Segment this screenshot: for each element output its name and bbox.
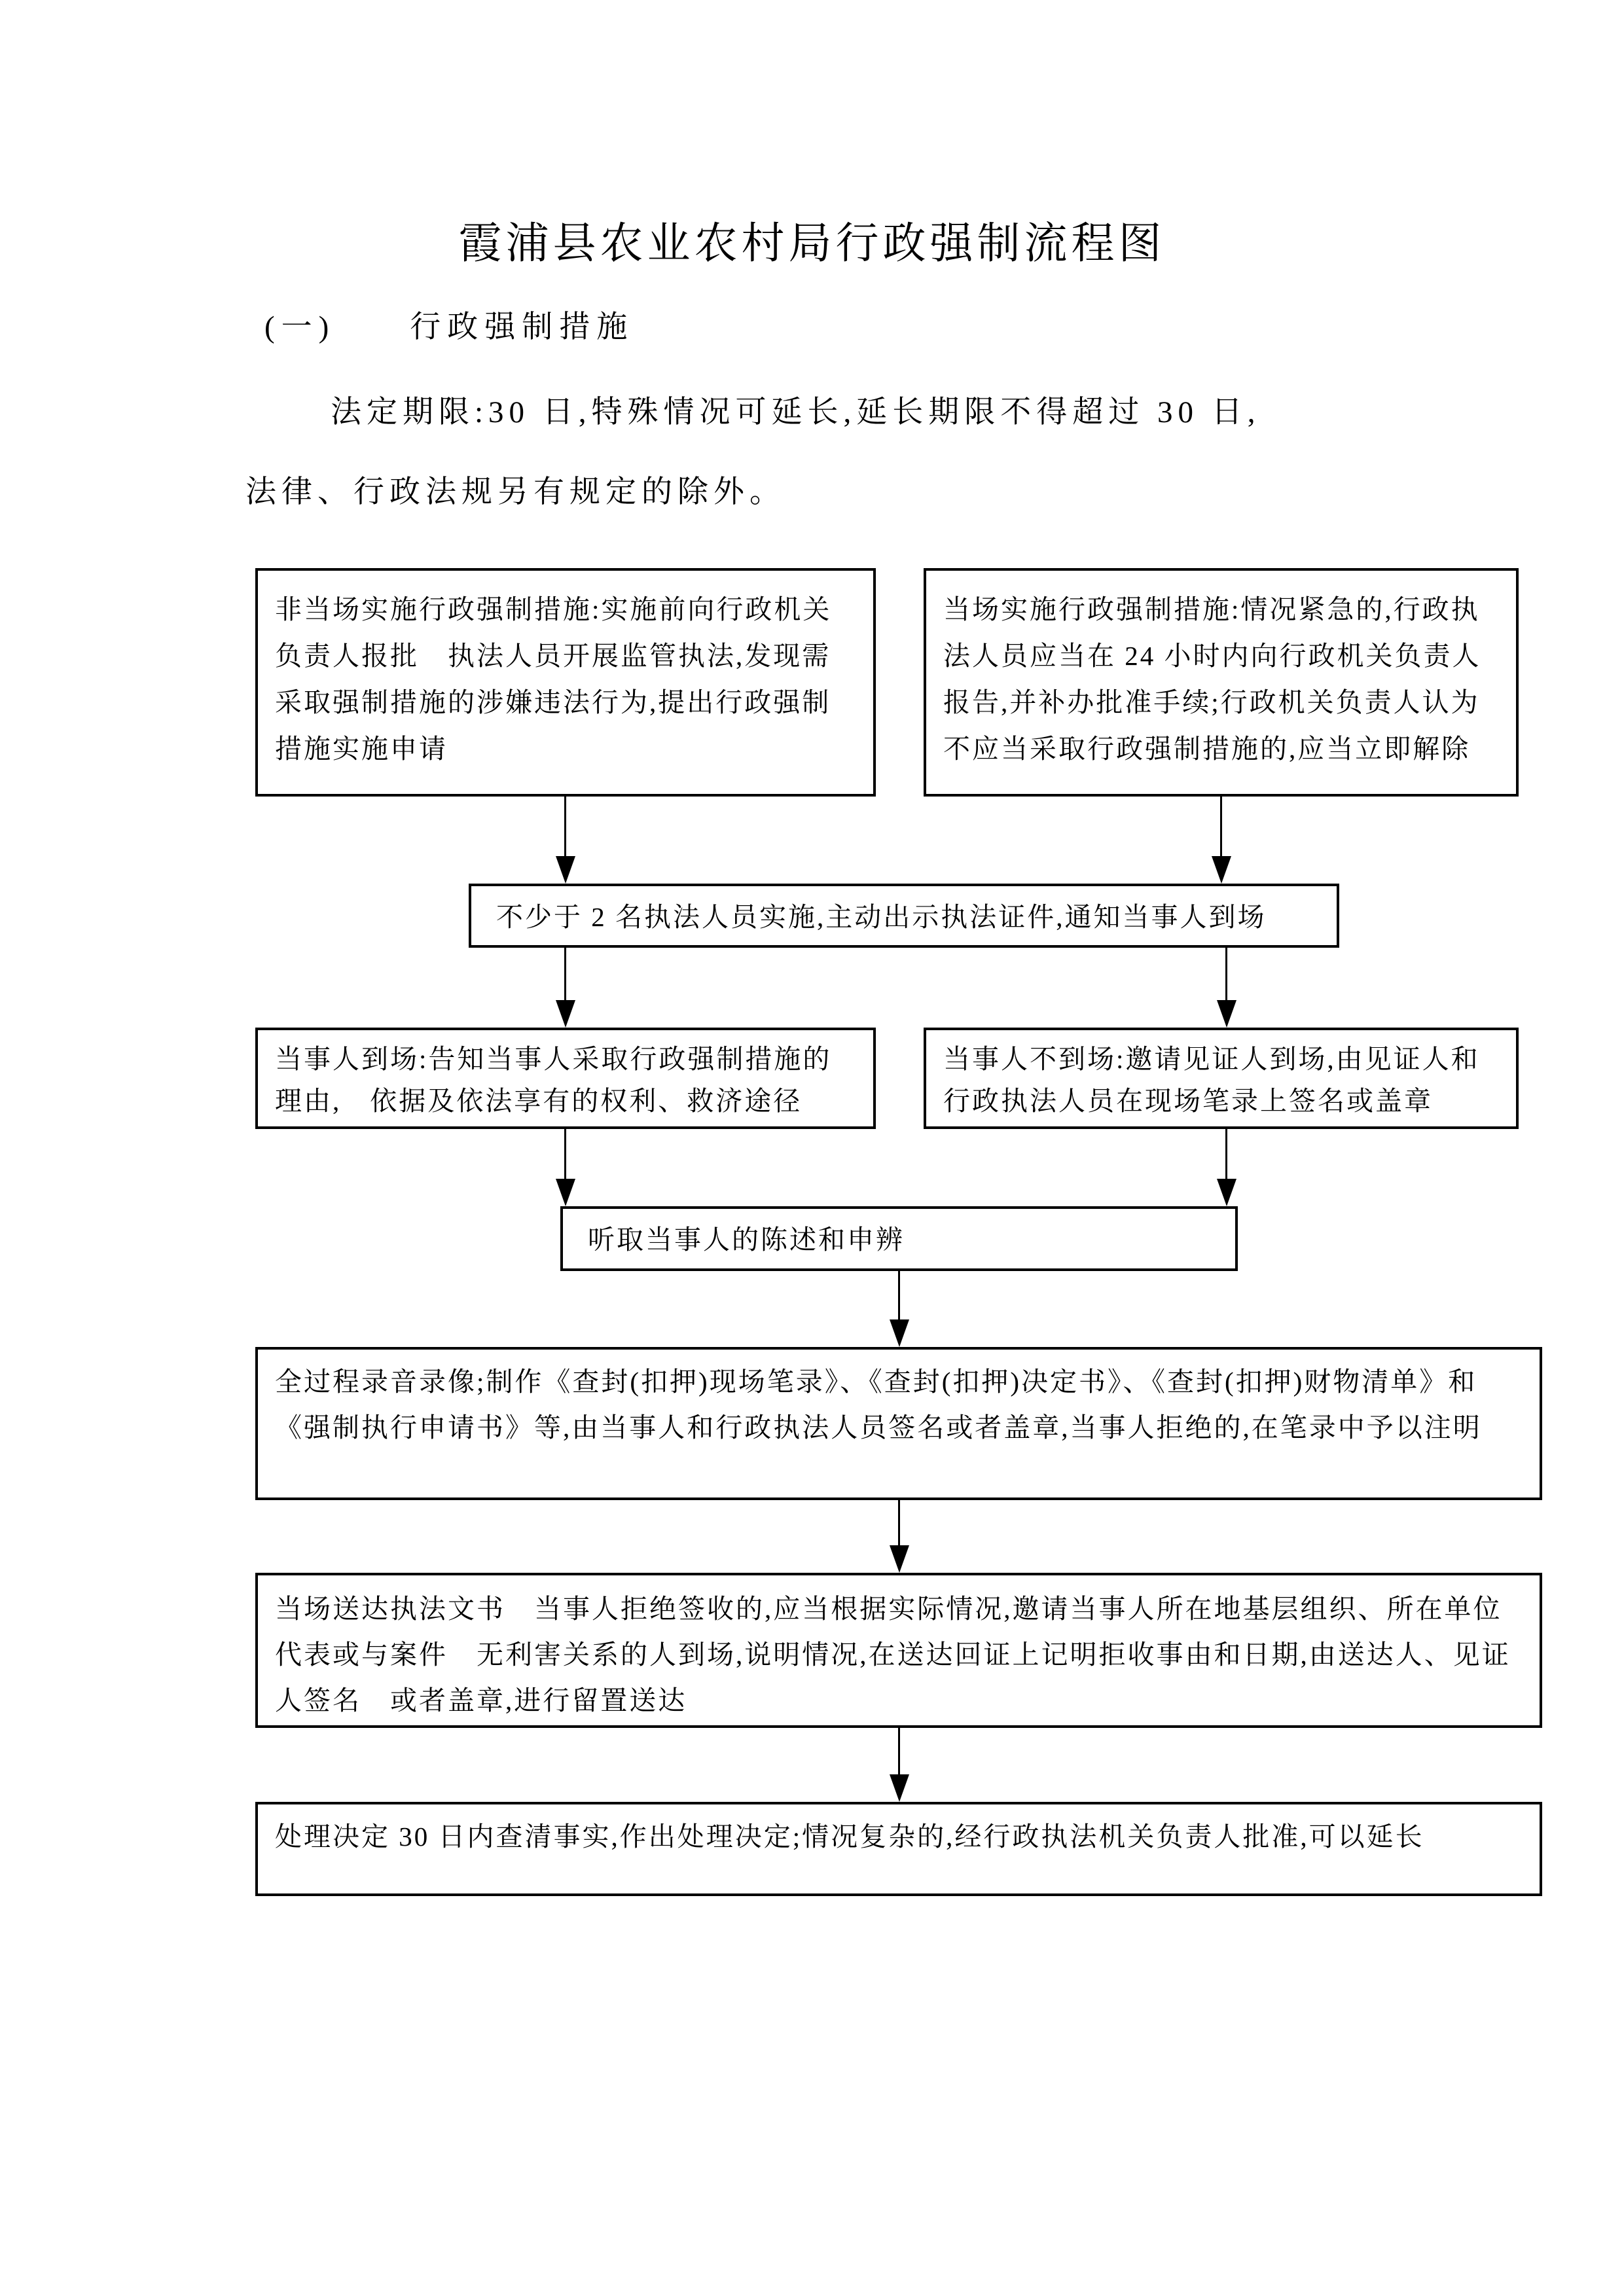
flow-node-deliver-documents: 当场送达执法文书 当事人拒绝签收的,应当根据实际情况,邀请当事人所在地基层组织、所在单位代表或与案件 无利害关系的人到场,说明情况,在送达回证上记明拒收事由和日期,由送达人、见证人签名 或者盖章,进行留置送达 [255,1573,1542,1728]
flow-arrow-deliver-to-decision [898,1728,900,1776]
flow-arrow-absent-to-listen [1225,1129,1227,1180]
flow-node-listen-statement: 听取当事人的陈述和申辨 [560,1206,1238,1271]
page-title: 霞浦县农业农村局行政强制流程图 [458,220,1166,268]
flow-arrow-offsite-to-officers [564,797,566,857]
flow-node-record-documents: 全过程录音录像;制作《查封(扣押)现场笔录》、《查封(扣押)决定书》、《查封(扣押)财物清单》和《强制执行申请书》等,由当事人和行政执法人员签名或者盖章,当事人拒绝的,在笔录中予以注明 [255,1347,1542,1500]
section-heading: (一) 行政强制措施 [264,310,634,344]
flow-arrow-record-to-deliver [898,1500,900,1547]
flow-node-onsite-measures: 当场实施行政强制措施:情况紧急的,行政执法人员应当在 24 小时内向行政机关负责人报告,并补办批准手续;行政机关负责人认为不应当采取行政强制措施的,应当立即解除 [924,568,1519,797]
flow-node-party-absent: 当事人不到场:邀请见证人到场,由见证人和行政执法人员在现场笔录上签名或盖章 [924,1028,1519,1129]
flow-arrow-listen-to-record [898,1271,900,1321]
intro-line-2: 法律、行政法规另有规定的除外。 [245,475,785,509]
flow-arrow-present-to-listen [564,1129,566,1180]
flow-node-decision: 处理决定 30 日内查清事实,作出处理决定;情况复杂的,经行政执法机关负责人批准,可以延长 [255,1802,1542,1896]
flow-node-two-officers: 不少于 2 名执法人员实施,主动出示执法证件,通知当事人到场 [469,884,1339,948]
flow-node-party-present: 当事人到场:告知当事人采取行政强制措施的理由, 依据及依法享有的权利、救济途径 [255,1028,876,1129]
intro-line-1: 法定期限:30 日,特殊情况可延长,延长期限不得超过 30 日, [331,395,1261,429]
flow-arrow-onsite-to-officers [1220,797,1222,857]
flow-node-offsite-measures: 非当场实施行政强制措施:实施前向行政机关负责人报批 执法人员开展监管执法,发现需采取强制措施的涉嫌违法行为,提出行政强制措施实施申请 [255,568,876,797]
flow-arrow-officers-to-present [564,948,566,1001]
flow-arrow-officers-to-absent [1225,948,1227,1001]
